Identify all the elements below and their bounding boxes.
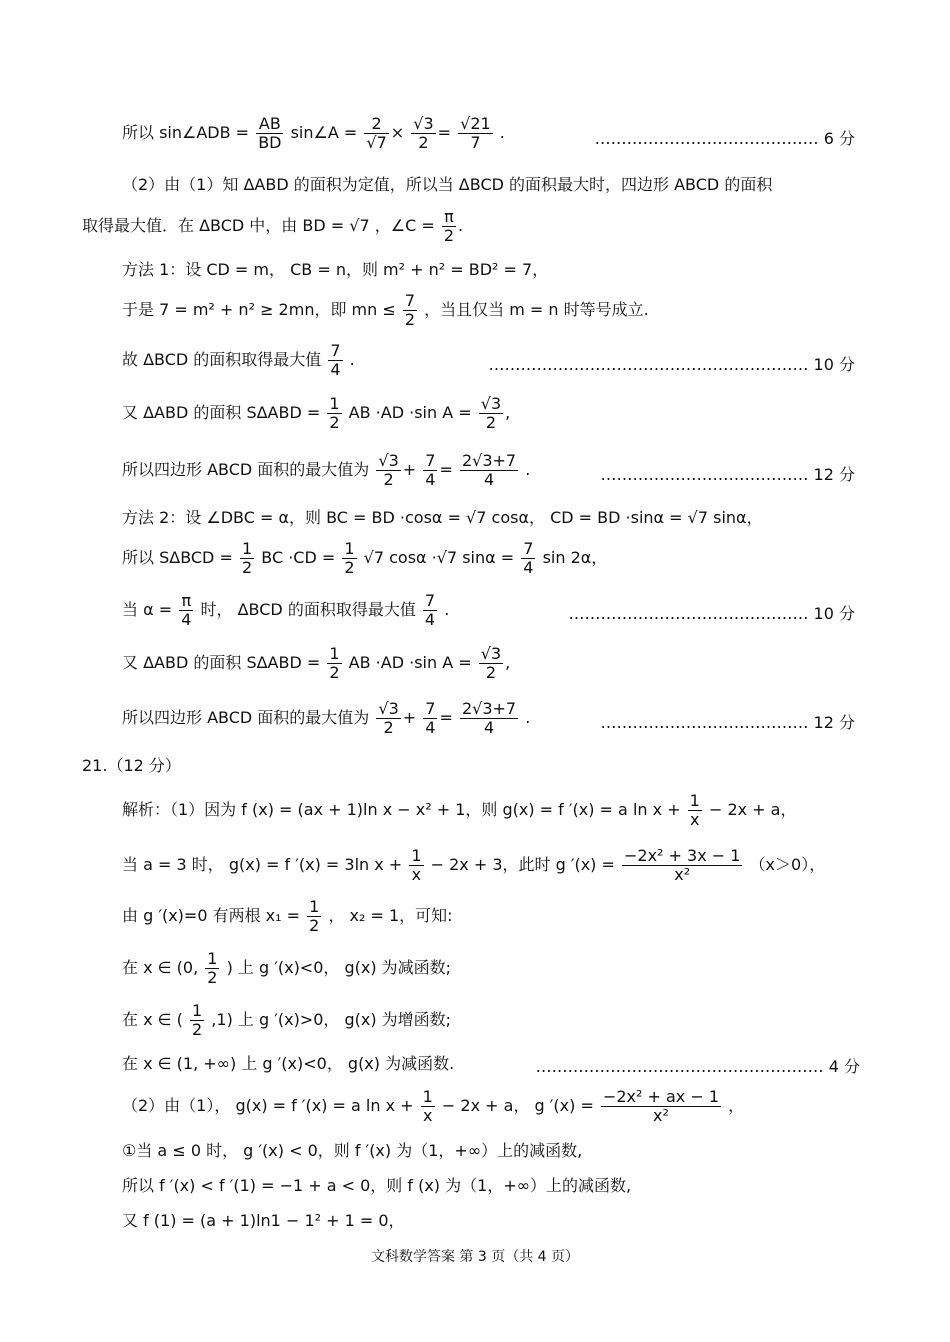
denominator: 7 [470,133,481,152]
fraction [403,292,417,329]
denominator: BD [258,133,282,152]
text-line: 方法 1：设 CD = m， CB = n，则 m² + n² = BD² = 7， [122,260,549,279]
text-line [122,292,860,329]
math-text: BC ·CD = [261,548,336,567]
math-text: 当 α = [122,600,173,619]
score-marker: ……………………………………… 10 分 [568,604,855,623]
math-text: 故 ΔBCD 的面积取得最大值 [122,350,322,369]
fraction [376,700,400,737]
text-line: 当 α = $\frac{\pi}{4}$ 时， ΔBCD 的面积取得最大值 $\frac{7}{4}$ . [122,591,450,629]
fraction [328,342,342,379]
math-text: 于是 7 = m² + n² ≥ 2mn，即 mn ≤ [122,300,396,319]
math-text: 当 a = 3 时， g(x) = f ′(x) = 3ln x + [122,855,403,874]
denominator: 2 [309,916,320,935]
fraction [479,395,503,432]
math-text: − 2x + a， g ′(x) = [441,1096,594,1115]
math-text: 时， ΔBCD 的面积取得最大值 [200,600,416,619]
denominator: x [690,810,700,829]
math-text: 所以 sin∠ADB = [122,123,250,142]
denominator: 4 [181,610,192,629]
text-line: 故 ΔBCD 的面积取得最大值 $\frac{7}{4}$ . [122,341,355,379]
denominator: 4 [523,558,534,577]
fraction [442,208,456,245]
numerator: 2√3+7 [461,699,517,718]
math-text: 又 ΔABD 的面积 SΔABD = [122,653,321,672]
math-text: 取得最大值．在 ΔBCD 中，由 BD = √7 ，∠C = [82,216,435,235]
denominator: x² [674,865,691,884]
denominator: x [423,1106,433,1125]
math-text: sin 2α， [542,548,608,567]
denominator: 2 [404,310,416,329]
fraction [409,847,423,884]
text-line: 所以四边形 ABCD 面积的最大值为 $\frac{√3}{2}$ + $\frac{7}{4}$ = $\frac{2√3+7}{4}$ . [122,451,531,489]
numerator: 7 [404,291,416,310]
denominator: 4 [424,610,436,629]
math-text: 又 ΔABD 的面积 SΔABD = [122,403,321,422]
math-text: （2）由（1）， g(x) = f ′(x) = a ln x + [122,1096,414,1115]
math-text: √7 cosα ·√7 sinα = [363,548,515,567]
denominator: 2 [418,133,429,152]
math-text: − 2x + 3，此时 g ′(x) = [430,855,615,874]
fraction [601,1088,721,1125]
denominator: 2 [241,558,253,577]
text-line: 在 x ∈ (1, +∞) 上 g ′(x)<0， g(x) 为减函数. [122,1054,455,1073]
question-heading: 21.（12 分） [82,756,181,775]
fraction [307,898,321,935]
text-line [122,950,860,987]
numerator: √3 [480,394,502,413]
numerator: 7 [425,451,436,470]
denominator: 2 [192,1020,203,1039]
text-line: 又 f (1) = (a + 1)ln1 − 1² + 1 = 0， [122,1211,405,1230]
denominator: 4 [483,470,495,489]
score-marker: ………………………………… 12 分 [600,713,855,732]
numerator: 7 [523,539,534,558]
numerator: π [179,592,193,611]
fraction [179,592,193,629]
text-line: 所以 sin∠ADB = $\frac{AB}{BD}$ sin∠A = $\frac{2}{√7}$ × $\frac{√3}{2}$ = $\frac{√21}{7}$ . [122,114,505,152]
fraction [622,847,742,884]
numerator: 2√3+7 [461,451,517,470]
text-line: ①当 a ≤ 0 时， g ′(x) < 0，则 f ′(x) 为（1，+∞）上的减函数, [122,1141,583,1160]
numerator: √3 [480,644,502,663]
denominator: 4 [330,360,341,379]
numerator: √21 [460,114,491,133]
numerator: π [442,208,456,227]
math-text: AB ·AD ·sin A = [348,403,472,422]
fraction [327,645,341,682]
numerator: 7 [424,591,436,610]
numerator: 1 [192,1001,203,1020]
numerator: 1 [411,846,422,865]
score-marker: …………………………………………………… 10 分 [488,355,855,374]
text-line [122,792,860,829]
numerator: 1 [241,539,253,558]
math-text: ， x₂ = 1，可知: [328,906,453,925]
denominator: 2 [344,558,355,577]
math-text: 所以四边形 ABCD 面积的最大值为 [122,708,370,727]
math-text: 在 x ∈ (0, [122,958,199,977]
math-text: 所以 SΔBCD = [122,548,233,567]
numerator: 1 [329,394,340,413]
fraction [423,700,437,737]
denominator: 2 [207,968,218,987]
text-line: 取得最大值．在 ΔBCD 中，由 BD = √7 ，∠C = $\frac{\pi}{2}$ . [82,207,464,245]
denominator: 2 [485,663,497,682]
page-footer: 文科数学答案 第 3 页（共 4 页） [370,1249,580,1265]
numerator: 1 [344,539,355,558]
text-line [122,540,860,577]
fraction [256,115,283,152]
math-text: 在 x ∈ ( [122,1010,183,1029]
fraction [376,452,400,489]
text-line [122,847,860,884]
denominator: x [411,865,422,884]
fraction [688,792,702,829]
math-text: （x＞0）， [749,855,826,874]
text-line: 所以 f ′(x) < f ′(1) = −1 + a < 0，则 f (x) 为（1，+∞）上的减函数, [122,1176,632,1195]
numerator: 2 [364,115,388,134]
denominator: 2 [329,413,340,432]
denominator: 2 [383,470,394,489]
math-text: AB ·AD ·sin A = [348,653,472,672]
text-line [122,1002,860,1039]
numerator: 7 [330,341,341,360]
math-text: 由 g ′(x)=0 有两根 x₁ = [122,906,301,925]
denominator: x² [653,1106,669,1125]
fraction [521,540,535,577]
math-text: sin∠A = [290,123,358,142]
score-marker: ……………………………………………… 4 分 [535,1057,860,1076]
numerator: √3 [378,451,399,470]
fraction [460,452,518,489]
denominator: 2 [383,718,394,737]
numerator: 1 [689,791,700,810]
math-text: ,1) 上 g ′(x)>0， g(x) 为增函数; [211,1010,452,1029]
fraction [421,1088,435,1125]
text-line: 又 ΔABD 的面积 SΔABD = $\frac{1}{2}$ AB ·AD ·sin A = $\frac{√3}{2}$ , [122,394,511,432]
numerator: AB [256,115,283,134]
denominator: 2 [443,226,455,245]
text-line: 所以四边形 ABCD 面积的最大值为 $\frac{√3}{2}$ + $\frac{7}{4}$ = $\frac{2√3+7}{4}$ . [122,699,531,737]
text-line [122,1088,860,1125]
fraction [423,452,437,489]
math-text: ，当且仅当 m = n 时等号成立. [424,300,649,319]
fraction [460,700,518,737]
math-text: − 2x + a， [708,800,797,819]
denominator: 2 [485,413,497,432]
numerator: √3 [378,699,399,718]
fraction [240,540,254,577]
score-marker: …………………………………… 6 分 [594,129,855,148]
fraction [190,1002,204,1039]
text-line: 又 ΔABD 的面积 SΔABD = $\frac{1}{2}$ AB ·AD ·sin A = $\frac{√3}{2}$ , [122,644,511,682]
denominator: 4 [425,470,436,489]
denominator: 2 [329,663,340,682]
numerator: 1 [207,949,218,968]
denominator: 4 [483,718,495,737]
denominator: 4 [425,718,436,737]
fraction [411,115,435,152]
fraction [479,645,503,682]
numerator: √3 [413,114,434,133]
fraction [327,395,341,432]
numerator: 1 [329,644,340,663]
score-marker: ………………………………… 12 分 [600,465,855,484]
math-text: ) 上 g ′(x)<0， g(x) 为减函数; [226,958,452,977]
text-line: 方法 2：设 ∠DBC = α，则 BC = BD ·cosα = √7 cosα， CD = BD ·sinα = √7 sinα， [122,508,763,527]
math-text: 所以四边形 ABCD 面积的最大值为 [122,460,370,479]
fraction [458,115,493,152]
math-text: 解析：（1）因为 f (x) = (ax + 1)ln x − x² + 1，则 g(x) = f ′(x) = a ln x + [122,800,681,819]
fraction [423,592,437,629]
fraction [205,950,219,987]
numerator: −2x² + 3x − 1 [624,846,741,865]
text-line: （2）由（1）知 ΔABD 的面积为定值，所以当 ΔBCD 的面积最大时，四边形 ABCD 的面积 [122,175,773,194]
fraction [364,115,388,152]
numerator: 7 [425,699,436,718]
numerator: −2x² + ax − 1 [602,1087,720,1106]
numerator: 1 [422,1087,433,1106]
fraction [342,540,356,577]
math-text: ， [728,1096,745,1115]
denominator: √7 [366,133,387,152]
text-line [122,898,860,935]
numerator: 1 [309,897,320,916]
